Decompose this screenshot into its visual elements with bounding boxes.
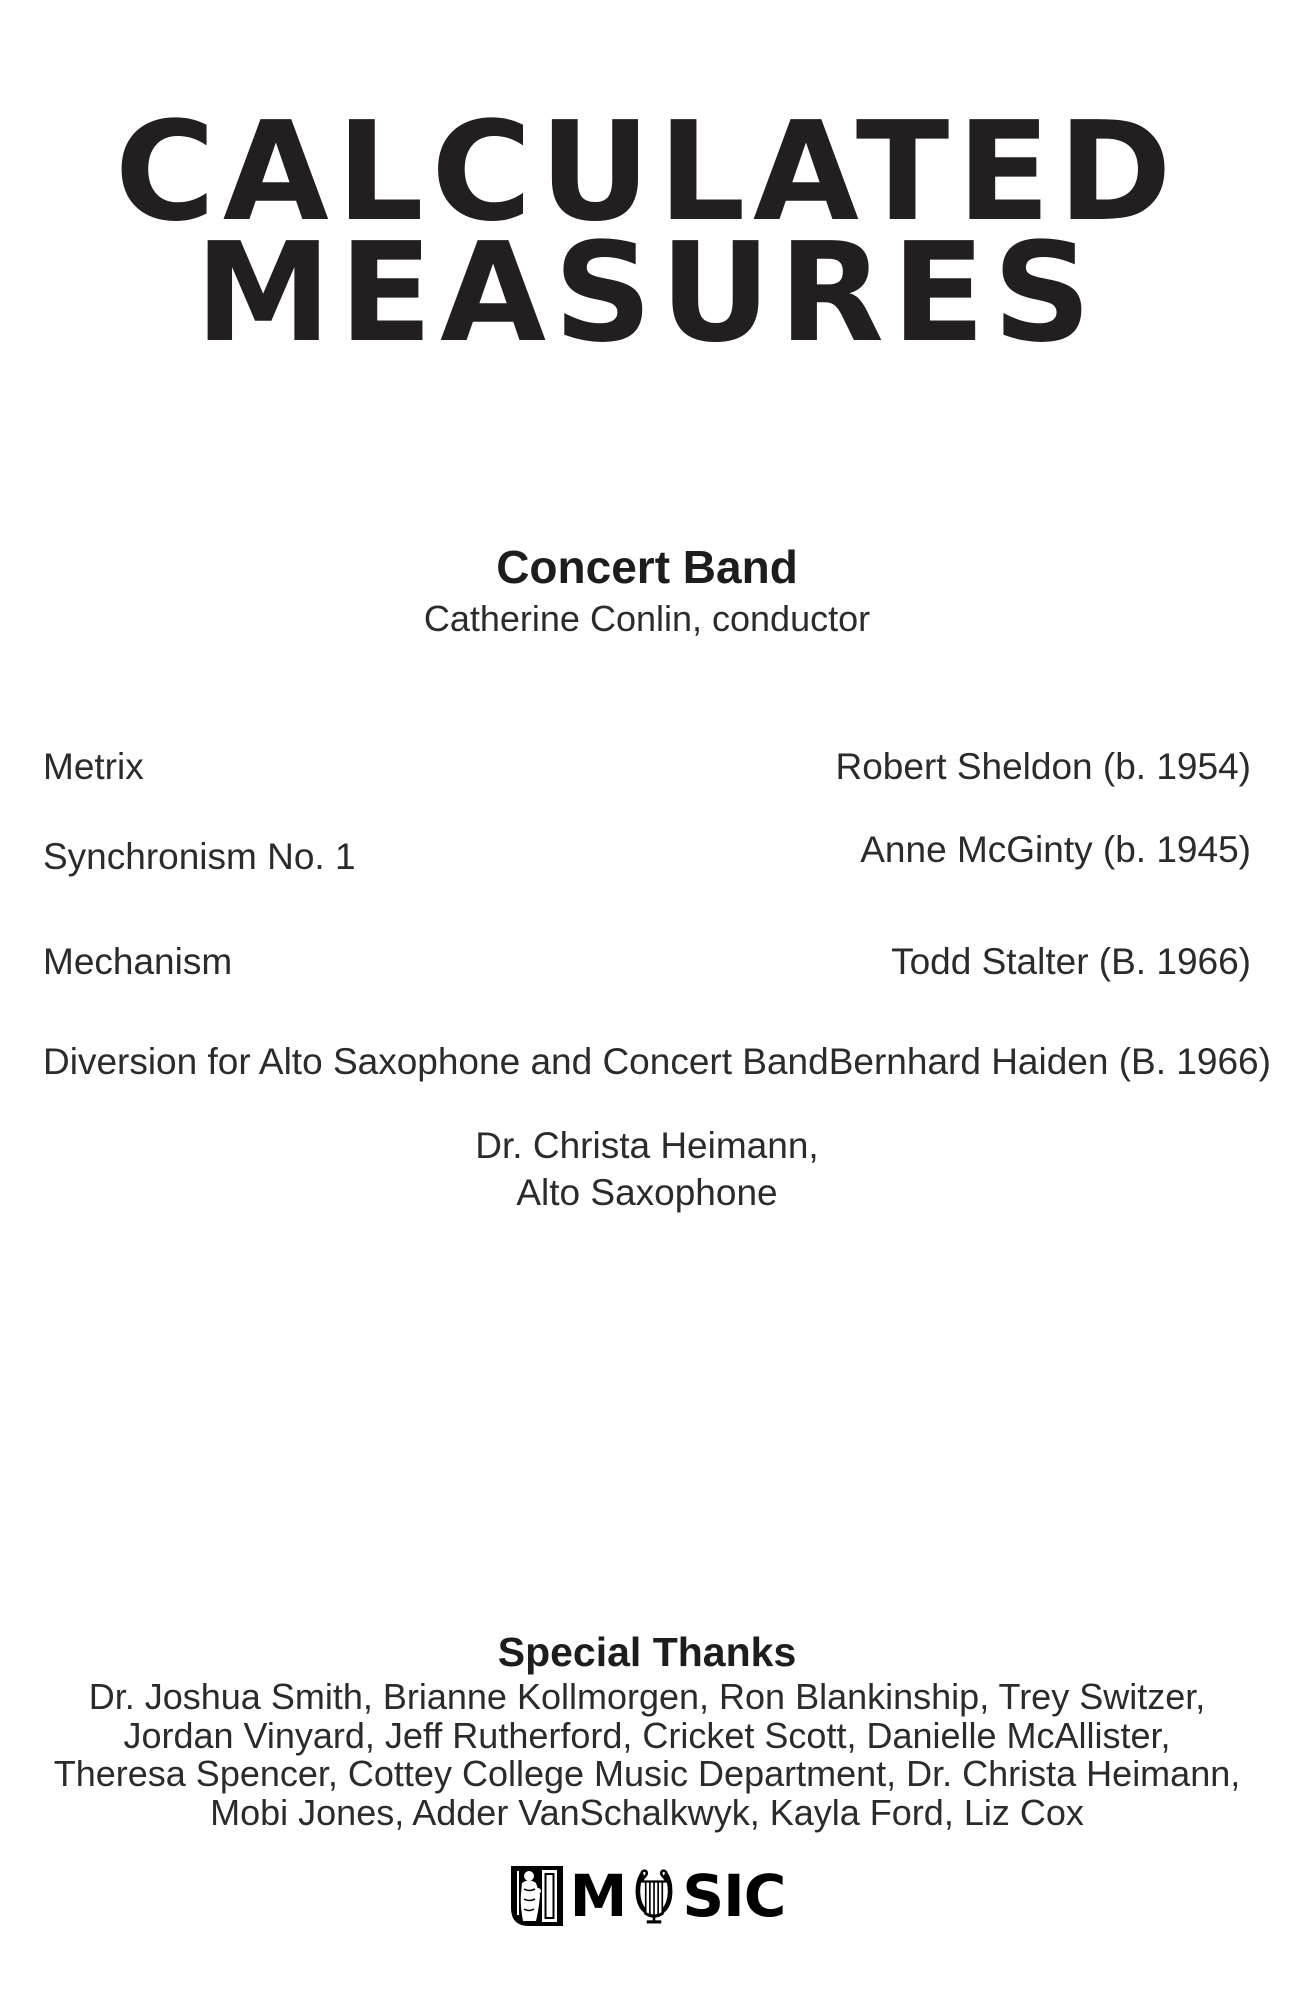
program-item [43,829,1251,878]
special-thanks-heading: Special Thanks [497,1629,797,1675]
conductor-name: Catherine Conlin, conductor [423,598,871,639]
piece-title: Metrix [43,746,144,787]
special-thanks-line: Mobi Jones, Adder VanSchalkwyk, Kayla Ford, Liz Cox [210,1791,1084,1833]
composer-name: Robert Sheldon (b. 1954) [835,746,1251,787]
muse-emblem-icon [509,1865,565,1927]
music-department-logo [0,1864,1294,1928]
program-title [0,93,1294,373]
logo-text-after-lyre: SIC [682,1862,786,1930]
soloist-instrument: Alto Saxophone [516,1172,778,1213]
ensemble-name: Concert Band [496,541,798,593]
composer-name: Bernhard Haiden (B. 1966) [828,1041,1271,1082]
soloist-name: Dr. Christa Heimann, [475,1125,819,1166]
special-thanks-line: Dr. Joshua Smith, Brianne Kollmorgen, Ron Blankinship, Trey Switzer, [88,1676,1206,1717]
lyre-icon [631,1867,677,1925]
piece-title: Diversion for Alto Saxophone and Concert Band [43,1041,829,1082]
special-thanks-line: Jordan Vinyard, Jeff Rutherford, Cricket Scott, Danielle McAllister, [123,1714,1171,1756]
soloist-credit [0,1122,1294,1216]
piece-title: Mechanism [43,941,233,982]
program-item [43,746,1251,788]
special-thanks-line: Theresa Spencer, Cottey College Music Department, Dr. Christa Heimann, [53,1753,1241,1794]
piece-title: Synchronism No. 1 [43,836,356,877]
program-item [43,1041,1271,1083]
program-title-line1: CALCULATED [114,93,1180,252]
program-item [43,941,1251,983]
composer-name: Anne McGinty (b. 1945) [860,829,1251,870]
composer-name: Todd Stalter (B. 1966) [891,941,1251,982]
logo-text-before-lyre: M [569,1862,627,1930]
program-title-line2: MEASURES [195,214,1099,373]
special-thanks-list [0,1678,1294,1832]
